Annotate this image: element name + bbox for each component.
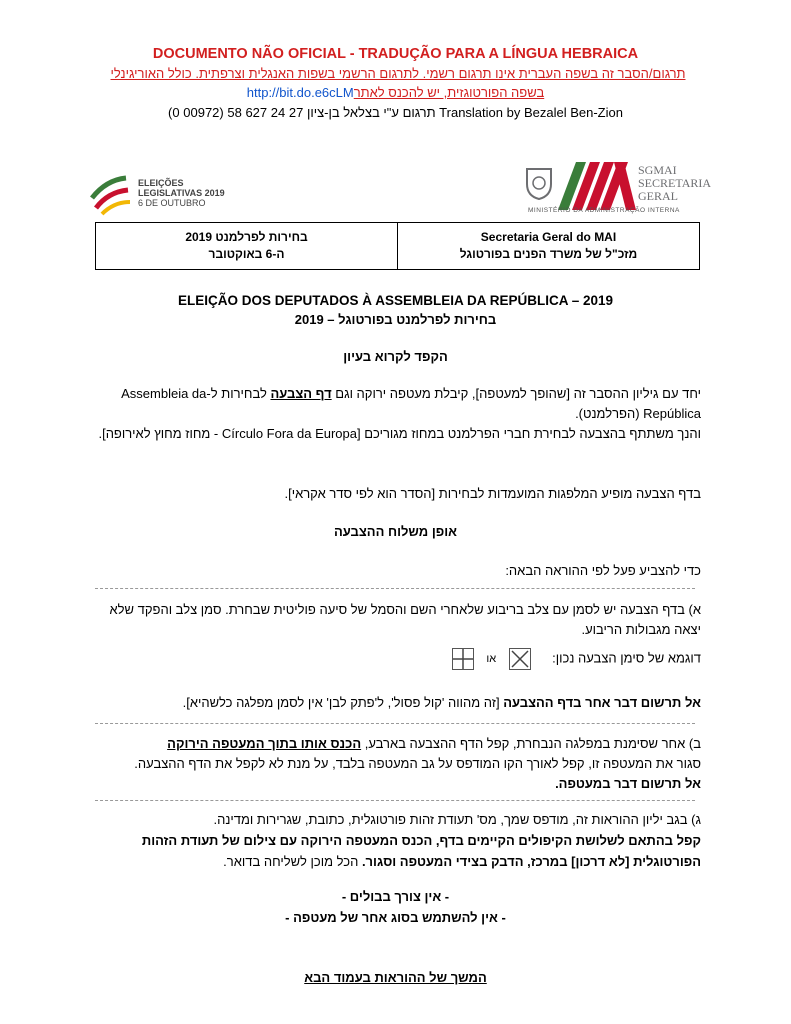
step-a-or: או [486,653,497,666]
step-a-warning-bold: אל תרשום דבר אחר בדף ההצבעה [503,695,701,710]
step-a-text: א) בדף הצבעה יש לסמן עם צלב בריבוע שלאחרי השם והסמל של סיעה פוליטית שבחרת. סמן צלב והפקד שלא יצאה מגבולות הריבוע. [109,602,701,637]
banner-link-row [0,85,791,100]
header-cell-elections [96,223,398,270]
step-b-line2: סגור את המעטפה זו, קפל לאורך הקו המודפס על גב המעטפה בלבד, על מנת לא לקפל את הדף ההצבעה. [134,756,701,771]
sgmai-logo [524,160,712,218]
elections-logo-line3: 6 DE OUTUBRO [138,198,206,208]
step-a-example-row [95,648,701,670]
note-no-stamps: - אין צורך בבולים - [341,889,450,904]
header-elections-line2: ה-6 באוקטובר [208,247,285,261]
step-b-line1 [95,734,701,754]
header-table [95,222,700,270]
step-b-line1-bold: הכנס אותו בתוך המעטפה הירוקה [167,736,362,751]
header-cell-secretaria [398,223,700,270]
header-secretaria-line2: מזכ"ל של משרד הפנים בפורטוגל [459,247,638,261]
ministry-label: MINISTÉRIO DA ADMINISTRAÇÃO INTERNA [528,207,680,214]
step-b-line1-part1: ב) אחר שסימנת במפלגה הנבחרת, קפל הדף ההצבעה בארבע, [361,736,701,751]
sgmai-logo-line2: SECRETARIA [638,176,712,190]
banner-disclaimer-line1: תרגום/הסבר זה בשפה העברית אינו תרגום רשמי. לתרגום הרשמי בשפות האנגלית וצרפתית. כולל האוריגינלי [110,66,686,81]
translator-credit: תרגום ע"י בצלאל בן-ציון 27 24 627 58 (00972 0) Translation by Bezalel Ben-Zion [168,105,623,120]
read-carefully-heading: הקפד לקרוא בעיון [343,349,448,364]
title-pt: ELEIÇÃO DOS DEPUTADOS À ASSEMBLEIA DA REPÚBLICA – 2019 [177,293,614,308]
divider [95,588,695,589]
step-c-line2-rest: הכל מוכן לשליחה בדואר. [223,854,362,869]
sgmai-logo-line3: GERAL [638,189,678,203]
plus-mark-icon [452,648,474,670]
banner-disclaimer-line2: בשפה הפורטוגזית, יש להכנס לאתר [353,85,545,100]
note-no-other-envelope: - אין להשתמש בסוג אחר של מעטפה - [285,910,506,925]
elections-logo-line2: LEGISLATIVAS 2019 [138,188,225,198]
step-c-line2-bold: קפל בהתאם לשלושת הקיפולים הקיימים בדף, הכנס המעטפה הירוקה עם צילום של תעודת הזהות הפורטוגלית [לא דרכון] במרכז, הדבק בצידי המעטפה וסגור. [141,833,701,869]
intro-p1-part2: לבחירות ל-Assembleia da República (הפרלמנט). [121,386,701,421]
method-heading: אופן משלוח ההצבעה [333,524,458,539]
intro-p1-ballot: דף הצבעה [270,386,332,401]
step-a-warning-rest: [זה מהווה 'קול פסול', ל'פתק לבן' אין לסמן מפלגה כלשהיא]. [182,695,504,710]
title-he: בחירות לפרלמנט בפורטוגל – 2019 [294,312,497,327]
step-b-line3: אל תרשום דבר במעטפה. [555,776,701,791]
step-c-line2 [95,830,701,872]
instruction-intro: כדי להצביע פעל לפי ההוראה הבאה: [505,563,701,578]
banner-link[interactable]: http://bit.do.e6cLM [246,85,354,100]
header-elections-line1: בחירות לפרלמנט 2019 [185,230,308,244]
elections-logo-line1: ELEIÇÕES [138,178,184,188]
portugal-coat-of-arms-icon [524,166,554,200]
header-secretaria-line1: Secretaria Geral do MAI [480,230,617,244]
continued-next-page: המשך של ההוראות בעמוד הבא [304,970,487,985]
intro-p1-part1: יחד עם גיליון ההסבר זה [שהופך למעטפה], קיבלת מעטפה ירוקה וגם [331,386,701,401]
sgmai-mark-icon [558,160,636,212]
x-mark-icon [509,648,531,670]
elections-logo-icon [88,172,134,216]
divider [95,800,695,801]
elections-logo [88,172,258,218]
divider [95,723,695,724]
banner-title: DOCUMENTO NÃO OFICIAL - TRADUÇÃO PARA A LÍNGUA HEBRAICA [152,46,639,62]
sgmai-logo-line1: SGMAI [638,163,677,177]
intro-paragraph-1 [95,384,701,424]
step-a-example-label: דוגמא של סימן הצבעה נכון: [552,650,701,666]
step-a-warning [95,693,701,713]
step-c-line1: ג) בגב יליון ההוראות זה, מודפס שמך, מס' תעודת זהות פורטוגלית, כתובת, שגרירות ומדינה. [213,812,701,827]
intro-paragraph-3: בדף הצבעה מופיע המלפגות המועמדות לבחירות [הסדר הוא לפי סדר אקראי]. [284,486,701,501]
intro-paragraph-2: והנך משתתף בהצבעה לבחירת חברי הפרלמנט במחוז מגוריכם [Círculo Fora da Europa - מחוז מחוץ לאירופה]. [98,426,701,441]
